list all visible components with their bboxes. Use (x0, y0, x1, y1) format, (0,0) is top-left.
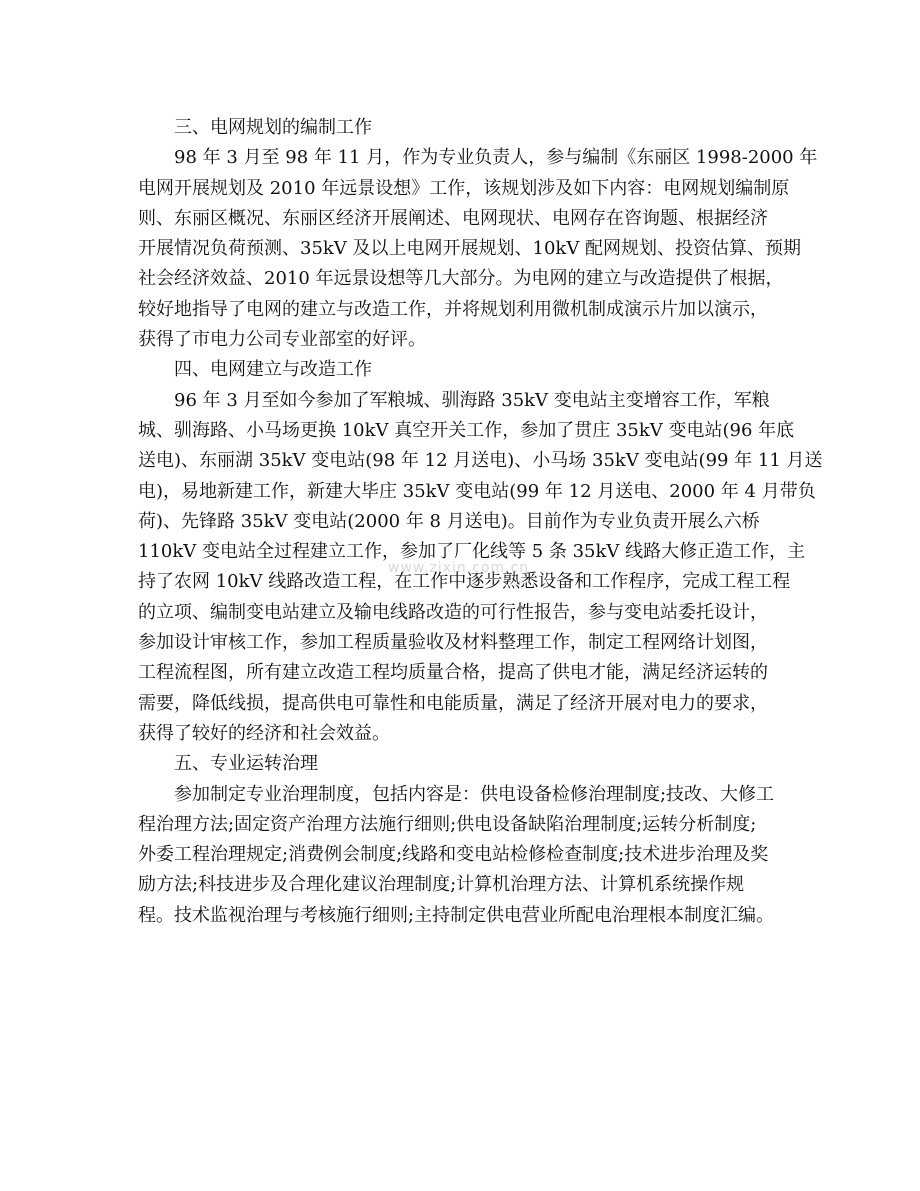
section-heading: 四、电网建立与改造工作 (174, 359, 372, 381)
watermark-text: www.zixin.com.cn (388, 560, 530, 576)
paragraph-line: 城、驯海路、小马场更换 10kV 真空开关工作，参加了贯庄 35kV 变电站(96 年底 (138, 419, 795, 441)
paragraph-line: 110kV 变电站全过程建立工作，参加了厂化线等 5 条 35kV 线路大修正造工作，主 (138, 541, 806, 563)
paragraph-line: 获得了较好的经济和社会效益。 (138, 722, 390, 744)
paragraph-line: 需要，降低线损，提高供电可靠性和电能质量，满足了经济开展对电力的要求， (138, 692, 768, 714)
paragraph-line: 程。技术监视治理与考核施行细则;主持制定供电营业所配电治理根本制度汇编。 (138, 904, 775, 926)
paragraph-line: 社会经济效益、2010 年远景设想等几大部分。为电网的建立与改造提供了根据， (138, 268, 784, 290)
paragraph-line: 荷)、先锋路 35kV 变电站(2000 年 8 月送电)。目前作为专业负责开展么六桥 (138, 510, 760, 532)
section-3 (138, 113, 818, 355)
paragraph-line: 获得了市电力公司专业部室的好评。 (138, 329, 426, 351)
section-5 (138, 749, 786, 931)
paragraph-line: 则、东丽区概况、东丽区经济开展阐述、电网现状、电网存在咨询题、根据经济 (138, 207, 768, 229)
paragraph-line: 参加设计审核工作，参加工程质量验收及材料整理工作，制定工程网络计划图， (138, 632, 768, 654)
paragraph-line: 电)，易地新建工作，新建大毕庄 35kV 变电站(99 年 12 月送电、2000 年 4 月带负 (138, 480, 816, 502)
document-body (138, 113, 823, 931)
paragraph-line: 较好地指导了电网的建立与改造工作，并将规划利用微机制成演示片加以演示， (138, 298, 768, 320)
paragraph-line: 的立项、编制变电站建立及输电线路改造的可行性报告，参与变电站委托设计， (138, 601, 768, 623)
paragraph-line: 送电)、东丽湖 35kV 变电站(98 年 12 月送电)、小马场 35kV 变电站(99 年 11 月送 (138, 450, 823, 472)
section-4 (138, 355, 823, 749)
paragraph-line: 电网开展规划及 2010 年远景设想》工作，该规划涉及如下内容：电网规划编制原 (138, 177, 790, 199)
paragraph-line: 工程流程图，所有建立改造工程均质量合格，提高了供电才能，满足经济运转的 (138, 662, 768, 684)
paragraph-line: 开展情况负荷预测、35kV 及以上电网开展规划、10kV 配网规划、投资估算、预期 (138, 238, 802, 260)
paragraph-line: 励方法;科技进步及合理化建议治理制度;计算机治理方法、计算机系统操作规 (138, 874, 745, 896)
paragraph-line: 持了农网 10kV 线路改造工程，在工作中逐步熟悉设备和工作程序，完成工程工程 (138, 571, 791, 593)
section-heading: 五、专业运转治理 (174, 753, 318, 775)
paragraph-line: 外委工程治理规定;消费例会制度;线路和变电站检修检查制度;技术进步治理及奖 (138, 844, 769, 866)
paragraph-line: 98 年 3 月至 98 年 11 月，作为专业负责人，参与编制《东丽区 1998-2000 年 (174, 147, 818, 169)
paragraph-line: 程治理方法;固定资产治理方法施行细则;供电设备缺陷治理制度;运转分析制度; (138, 813, 757, 835)
section-heading: 三、电网规划的编制工作 (174, 117, 372, 138)
paragraph-line: 参加制定专业治理制度，包括内容是：供电设备检修治理制度;技改、大修工 (174, 783, 775, 805)
paragraph-line: 96 年 3 月至如今参加了军粮城、驯海路 35kV 变电站主变增容工作，军粮 (174, 389, 770, 411)
